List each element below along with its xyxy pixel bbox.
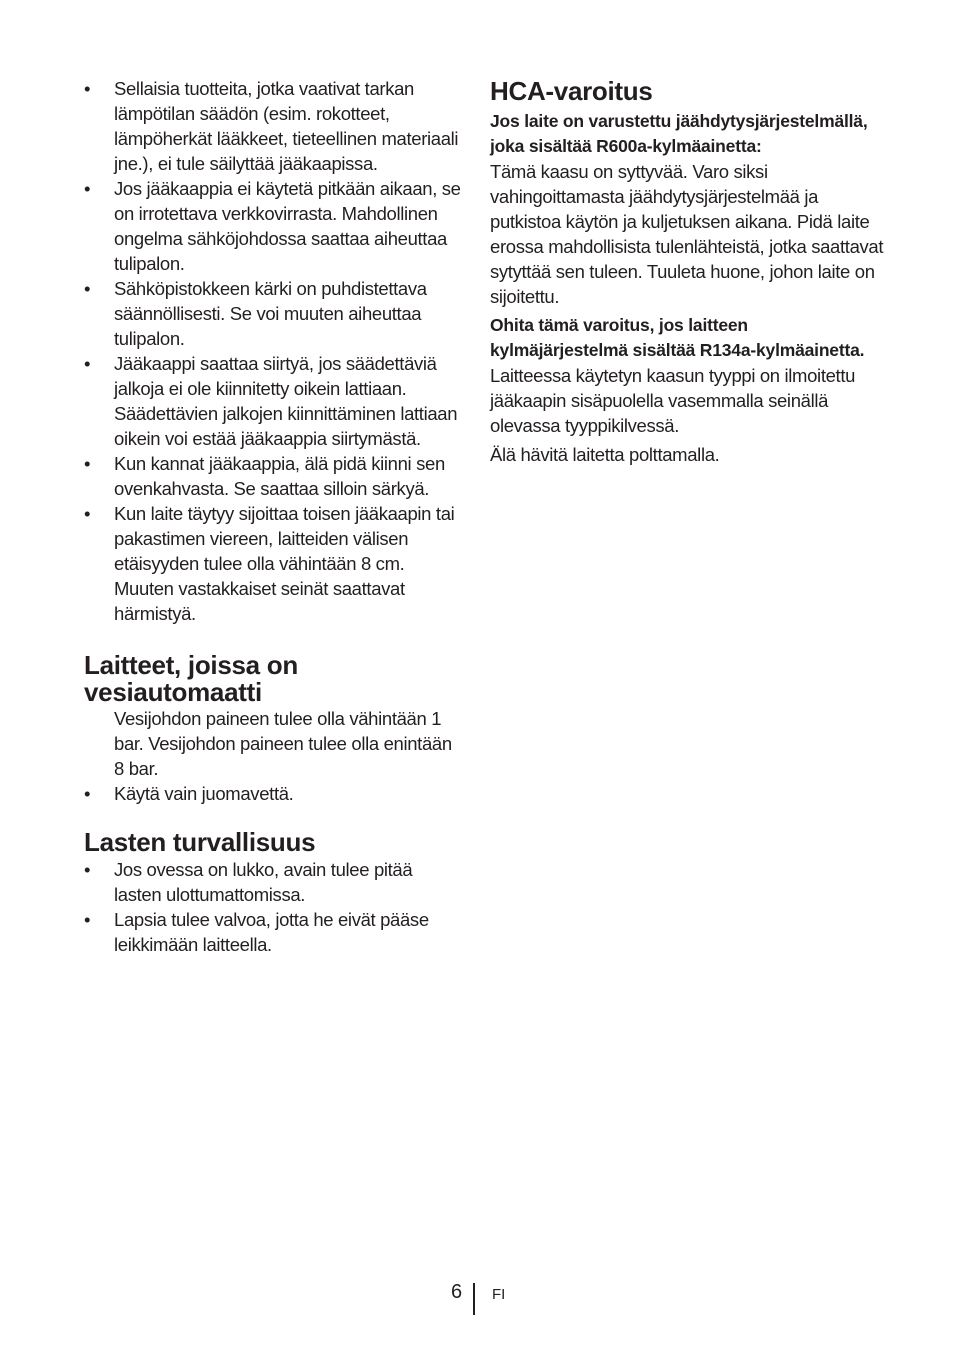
bullet-icon: • [84, 78, 91, 99]
bullet-icon: • [84, 178, 91, 199]
bullet-icon: • [84, 783, 91, 804]
bullet-text: Kun kannat jääkaappia, älä pidä kiinni sen ovenkahvasta. Se saattaa silloin särkyä. [114, 453, 445, 499]
list-item [84, 501, 464, 626]
child-safety-bullet-list [84, 857, 464, 957]
disposal-paragraph: Älä hävitä laitetta polttamalla. [490, 444, 720, 465]
bullet-text: Lapsia tulee valvoa, jotta he eivät pääse leikkimään laitteella. [114, 909, 429, 955]
page-number: 6 [451, 1281, 463, 1303]
bullet-icon: • [84, 503, 91, 524]
list-item [84, 176, 464, 276]
bullet-icon: • [84, 859, 91, 880]
footer-divider [473, 1283, 475, 1315]
bullet-icon: • [84, 453, 91, 474]
list-item [84, 907, 464, 957]
bullet-text: Sähköpistokkeen kärki on puhdistettava säännöllisesti. Se voi muuten aiheuttaa tulipalon. [114, 278, 427, 349]
list-item [84, 76, 464, 176]
bullet-icon: • [84, 278, 91, 299]
r600a-warning-bold: Jos laite on varustettu jäähdytysjärjestelmällä, joka sisältää R600a-kylmäainetta: [490, 111, 868, 156]
bullet-text: Käytä vain juomavettä. [114, 783, 294, 804]
bullet-icon: • [84, 909, 91, 930]
list-item [84, 351, 464, 451]
water-dispenser-heading: Laitteet, joissa on vesiautomaatti [84, 650, 298, 707]
bullet-text: Sellaisia tuotteita, jotka vaativat tarkan lämpötilan säädön (esim. rokotteet, lämpöherkät lääkkeet, tieteellinen materiaali jne.), ei tule säilyttää jääkaapissa. [114, 78, 459, 174]
bullet-text: Jos ovessa on lukko, avain tulee pitää lasten ulottumattomissa. [114, 859, 413, 905]
bullet-icon: • [84, 353, 91, 374]
bullet-text: Jos jääkaappia ei käytetä pitkään aikaan, se on irrotettava verkkovirrasta. Mahdollinen ongelma sähköjohdossa saattaa aiheuttaa tulipalon. [114, 178, 461, 274]
flammable-gas-paragraph: Tämä kaasu on syttyvää. Varo siksi vahingoittamasta jäähdytysjärjestelmää ja putkistoa käytön ja kuljetuksen aikana. Pidä laite erossa mahdollisista tulenlähteistä, jotka saattavat sytyttää sen tuleen. Tuuleta huone, johon laite on sijoitettu. [490, 161, 884, 307]
safety-bullet-list [84, 76, 464, 626]
language-code: FI [492, 1286, 506, 1303]
gas-type-paragraph: Laitteessa käytetyn kaasun tyyppi on ilmoitettu jääkaapin sisäpuolella vasemmalla seinällä olevassa tyyppikilvessä. [490, 365, 856, 436]
list-item [84, 857, 464, 907]
child-safety-heading: Lasten turvallisuus [84, 827, 316, 857]
r134a-warning-bold: Ohita tämä varoitus, jos laitteen kylmäjärjestelmä sisältää R134a-kylmäainetta. [490, 315, 865, 360]
hca-warning-heading: HCA-varoitus [490, 76, 653, 106]
list-item [84, 451, 464, 501]
list-item [84, 781, 464, 806]
water-bullet-list [84, 781, 464, 806]
bullet-text: Jääkaappi saattaa siirtyä, jos säädettäviä jalkoja ei ole kiinnitetty oikein lattiaan. Säädettävien jalkojen kiinnittäminen lattiaan oikein voi estää jääkaappia siirtymästä. [114, 353, 458, 449]
water-pressure-paragraph: Vesijohdon paineen tulee olla vähintään 1 bar. Vesijohdon paineen tulee olla enintään 8 bar. [114, 708, 452, 779]
bullet-text: Kun laite täytyy sijoittaa toisen jääkaapin tai pakastimen viereen, laitteiden välisen etäisyyden tulee olla vähintään 8 cm. Muuten vastakkaiset seinät saattavat härmistyä. [114, 503, 455, 624]
right-column [490, 76, 885, 467]
list-item [84, 276, 464, 351]
left-column [84, 76, 464, 957]
page-footer [0, 1280, 954, 1320]
